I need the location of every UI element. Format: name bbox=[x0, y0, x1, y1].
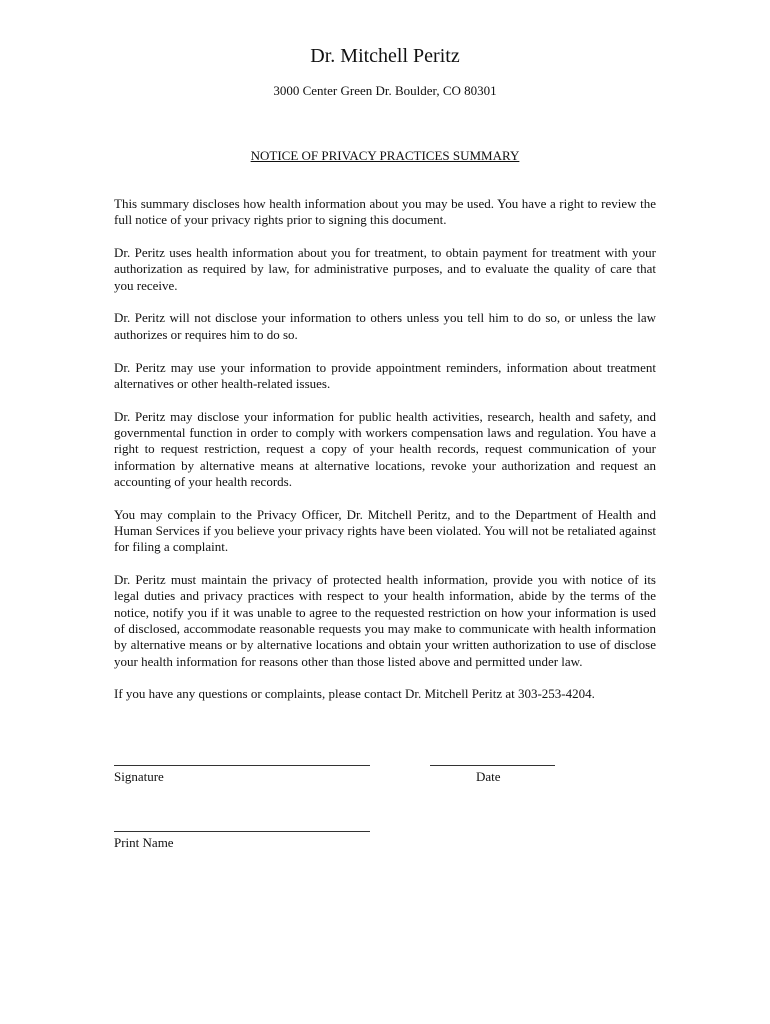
paragraph-disclosure: Dr. Peritz will not disclose your information to others unless you tell him to do so, or unless the law authorizes or requires him to do so. bbox=[114, 310, 656, 342]
page-title: Dr. Mitchell Peritz bbox=[310, 45, 460, 67]
notice-heading bbox=[0, 148, 770, 164]
notice-body bbox=[114, 196, 656, 719]
signature-line[interactable] bbox=[114, 765, 370, 766]
paragraph-obligations: Dr. Peritz must maintain the privacy of protected health information, provide you with notice of its legal duties and privacy practices with respect to your health information, abide by the terms of the notice, notify you if it was unable to agree to the requested restriction on how your information is used of disclosed, accommodate reasonable requests you may make to communicate with health information by alternative means or by alternative locations and obtain your written authorization to use of disclose your health information for reasons other than those listed above and permitted under law. bbox=[114, 572, 656, 669]
paragraph-summary: This summary discloses how health information about you may be used. You have a right to review the full notice of your privacy rights prior to signing this document. bbox=[114, 196, 656, 228]
practice-address: 3000 Center Green Dr. Boulder, CO 80301 bbox=[273, 83, 497, 98]
signature-label: Signature bbox=[114, 769, 164, 784]
date-line[interactable] bbox=[430, 765, 555, 766]
paragraph-contact: If you have any questions or complaints, please contact Dr. Mitchell Peritz at 303-253-4204. bbox=[114, 686, 595, 702]
date-label: Date bbox=[476, 769, 501, 784]
paragraph-public-health: Dr. Peritz may disclose your information for public health activities, research, health and safety, and governmental function in order to comply with workers compensation laws and regulation. You have a right to request restriction, request a copy of your health records, request communication of your information by alternative means at alternative locations, revoke your authorization and request an accounting of your health records. bbox=[114, 408, 656, 489]
print-name-label: Print Name bbox=[114, 835, 174, 850]
paragraph-reminders: Dr. Peritz may use your information to provide appointment reminders, information about treatment alternatives or other health-related issues. bbox=[114, 359, 656, 391]
paragraph-complaints: You may complain to the Privacy Officer, Dr. Mitchell Peritz, and to the Department of Health and Human Services if you believe your privacy rights have been violated. You will not be retaliated against for filing a complaint. bbox=[114, 506, 656, 555]
paragraph-uses: Dr. Peritz uses health information about you for treatment, to obtain payment for treatment with your authorization as required by law, for administrative purposes, and to evaluate the quality of care that you receive. bbox=[114, 245, 656, 293]
notice-heading-text: NOTICE OF PRIVACY PRACTICES SUMMARY bbox=[250, 148, 520, 163]
print-name-line[interactable] bbox=[114, 831, 370, 832]
